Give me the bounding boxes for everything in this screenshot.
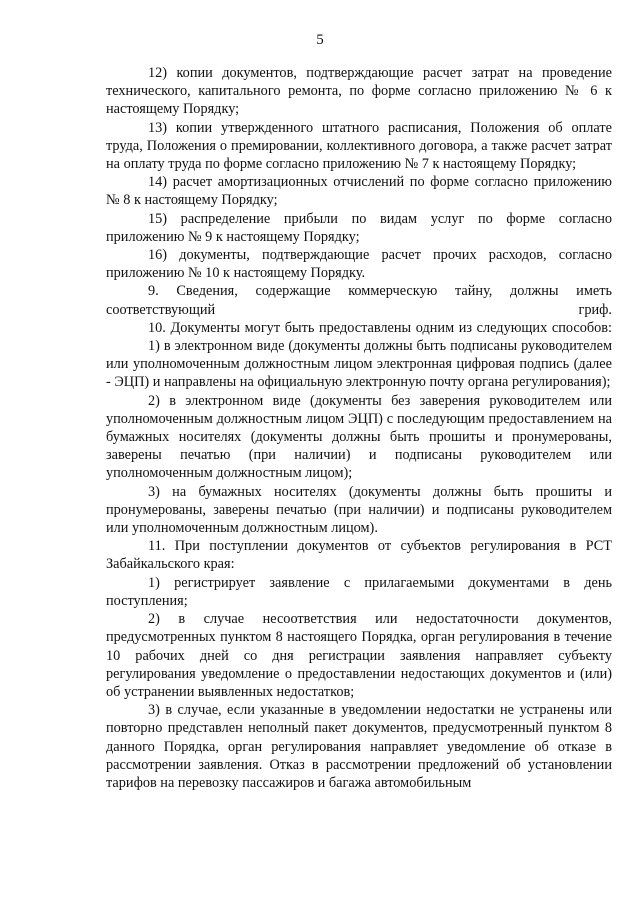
- paragraph-clause-9: 9. Сведения, содержащие коммерческую тайну, должны иметь соответствующий гриф.: [106, 283, 612, 318]
- paragraph-item-14: 14) расчет амортизационных отчислений по форме согласно приложению № 8 к настоящему Порядку;: [106, 174, 612, 209]
- paragraph-method-3: 3) на бумажных носителях (документы должны быть прошиты и пронумерованы, заверены печатью (при наличии) и подписаны руководителем или уполномоченным должностным лицом).: [106, 483, 612, 537]
- page-number: 5: [316, 32, 324, 48]
- paragraph-method-1: 1) в электронном виде (документы должны быть подписаны руководителем или уполномоченным должностным лицом электронная цифровая подпись (далее - ЭЦП) и направлены на официальную электронную почту органа регулирования);: [106, 338, 612, 391]
- paragraph-action-3: 3) в случае, если указанные в уведомлении недостатки не устранены или повторно представлен неполный пакет документов, предусмотренный пунктом 8 данного Порядка, орган регулирования направляет уведомление об отказе в рассмотрении заявления. Отказ в рассмотрении предложений об установлении тарифов на перевозку пассажиров и багажа автомобильным: [106, 702, 612, 791]
- paragraph-clause-11: 11. При поступлении документов от субъектов регулирования в РСТ Забайкальского края:: [106, 538, 612, 573]
- paragraph-method-2: 2) в электронном виде (документы без заверения руководителем или уполномоченным должностным лицом ЭЦП) с последующим предоставлением на бумажных носителях (документы должны быть прошиты и пронумерованы, заверены печатью (при наличии) и подписаны руководителем или уполномоченным должностным лицом);: [106, 392, 612, 482]
- document-body: [106, 64, 612, 792]
- paragraph-item-13: 13) копии утвержденного штатного расписания, Положения об оплате труда, Положения о премировании, коллективного договора, а также расчет затрат на оплату труда по форме согласно приложению № 7 к настоящему Порядку;: [106, 119, 612, 173]
- paragraph-item-15: 15) распределение прибыли по видам услуг по форме согласно приложению № 9 к настоящему Порядку;: [106, 210, 612, 245]
- paragraph-action-2: 2) в случае несоответствия или недостаточности документов, предусмотренных пунктом 8 настоящего Порядка, орган регулирования в течение 10 рабочих дней со дня регистрации заявления направляет субъекту регулирования уведомление о предоставлении недостающих документов и (или) об устранении выявленных недостатков;: [106, 611, 612, 700]
- paragraph-clause-10: 10. Документы могут быть предоставлены одним из следующих способов:: [148, 319, 612, 336]
- paragraph-action-1: 1) регистрирует заявление с прилагаемыми документами в день поступления;: [106, 574, 612, 609]
- paragraph-item-16: 16) документы, подтверждающие расчет прочих расходов, согласно приложению № 10 к настоящему Порядку.: [106, 247, 612, 282]
- paragraph-item-12: 12) копии документов, подтверждающие расчет затрат на проведение технического, капитального ремонта, по форме согласно приложению № 6 к настоящему Порядку;: [106, 65, 612, 118]
